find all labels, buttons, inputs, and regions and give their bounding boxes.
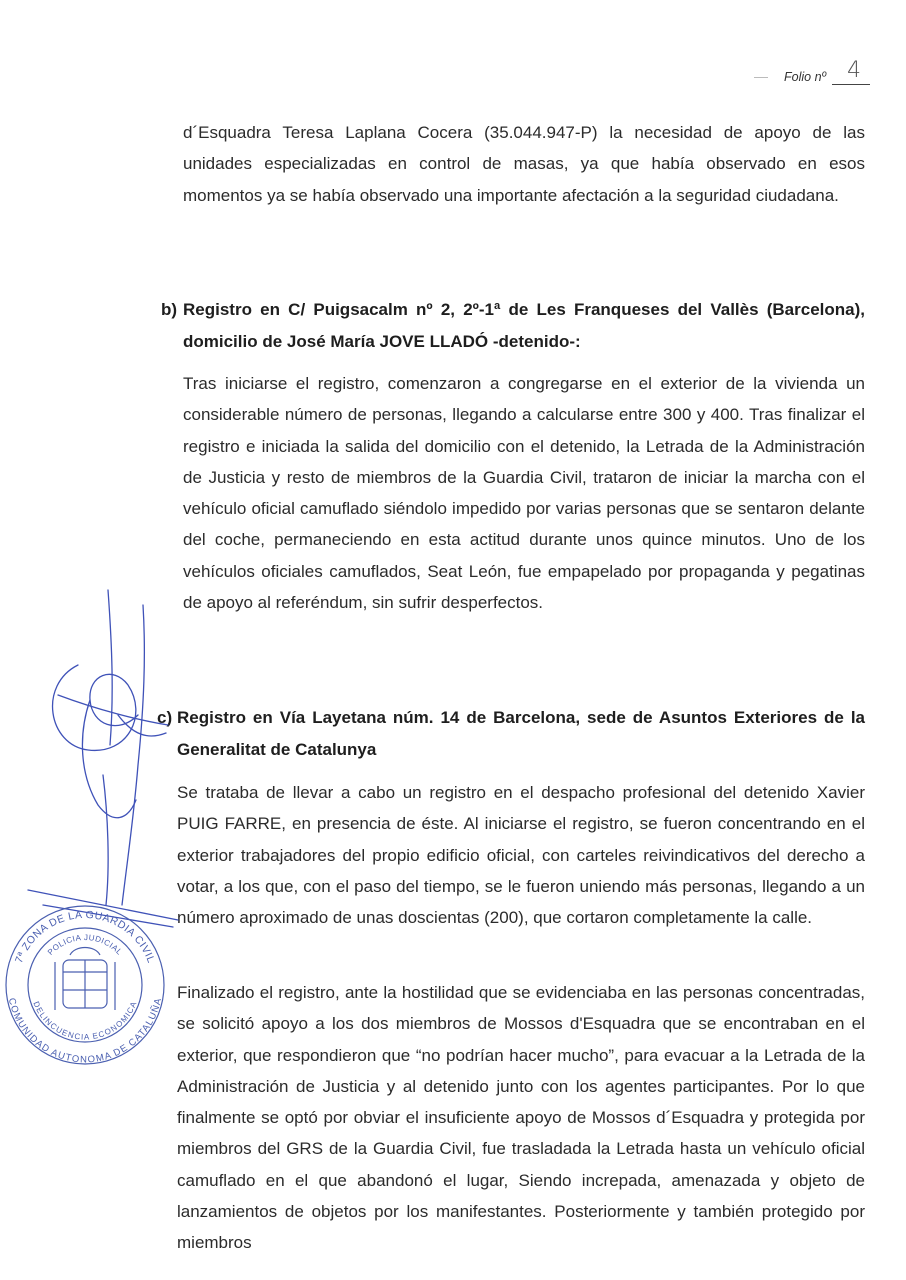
folio-underline: [832, 84, 870, 85]
folio-label: Folio nº: [784, 70, 827, 84]
section-c-heading: [157, 702, 865, 765]
section-c-paragraph-2: Finalizado el registro, ante la hostilidad que se evidenciaba en las personas concentradas, se solicitó apoyo a los dos miembros de Mossos d'Esquadra que se encontraban en el exterior, que respondieron que “no podrían hacer mucho”, para evacuar a la Letrada de la Administración de Justicia y al detenido junto con los agentes participantes. Por lo que finalmente se optó por obviar el insuficiente apoyo de Mossos d´Esquadra y protegida por miembros del GRS de la Guardia Civil, fue trasladada la Letrada hasta un vehículo oficial camuflado en el que abandonó el lugar, Siendo increpada, amenazada y objeto de lanzamientos de objetos por los manifestantes. Posteriormente y también protegido por miembros: [177, 983, 865, 1253]
stamp-lower-outer-text: COMUNIDAD AUTONOMA DE CATALUÑA: [5, 996, 165, 1066]
official-stamp: [0, 900, 170, 1070]
folio-dash: [754, 77, 768, 78]
section-b-heading: [161, 294, 865, 357]
folio-header: [776, 58, 871, 88]
section-b-letter: b): [161, 300, 178, 319]
folio-number: 4: [847, 58, 861, 83]
stamp-lower-inner-text: DELINCUENCIA ECONOMICA: [31, 1000, 139, 1042]
section-c-title: Registro en Vía Layetana núm. 14 de Barcelona, sede de Asuntos Exteriores de la Generalitat de Catalunya: [177, 708, 865, 759]
handwritten-signature: [18, 575, 188, 955]
stamp-outer-text: 7ª ZONA DE LA GUARDIA CIVIL: [12, 908, 158, 965]
section-c-paragraph-1: Se trataba de llevar a cabo un registro en el despacho profesional del detenido Xavier PUIG FARRE, en presencia de éste. Al iniciarse el registro, se fueron concentrando en el exterior trabajadores del propio edificio oficial, con carteles reivindicativos del derecho a votar, a los que, con el paso del tiempo, se le fueron uniendo más personas, llegando a un número aproximado de unas doscientas (200), que cortaron completamente la calle.: [177, 783, 865, 928]
section-b-title: Registro en C/ Puigsacalm nº 2, 2º-1ª de Les Franqueses del Vallès (Barcelona), domicilio de José María JOVE LLADÓ -detenido-:: [183, 300, 865, 351]
intro-paragraph: d´Esquadra Teresa Laplana Cocera (35.044.947-P) la necesidad de apoyo de las unidades especializadas en control de masas, ya que había observado en esos momentos ya se había observado una importante afectación a la seguridad ciudadana.: [183, 123, 865, 205]
stamp-inner-text: POLICIA JUDICIAL: [45, 932, 125, 957]
section-c-letter: c): [157, 708, 173, 727]
section-b-paragraph: Tras iniciarse el registro, comenzaron a congregarse en el exterior de la vivienda un considerable número de personas, llegando a calcularse entre 300 y 400. Tras finalizar el registro e iniciada la salida del domicilio con el detenido, la Letrada de la Administración de Justicia y resto de miembros de la Guardia Civil, trataron de iniciar la marcha con el vehículo oficial camuflado siéndolo impedido por varias personas que se sentaron delante del coche, permaneciendo en esta actitud durante unos quince minutos. Uno de los vehículos oficiales camuflados, Seat León, fue empapelado por propaganda y pegatinas de apoyo al referéndum, sin sufrir desperfectos.: [183, 374, 865, 613]
